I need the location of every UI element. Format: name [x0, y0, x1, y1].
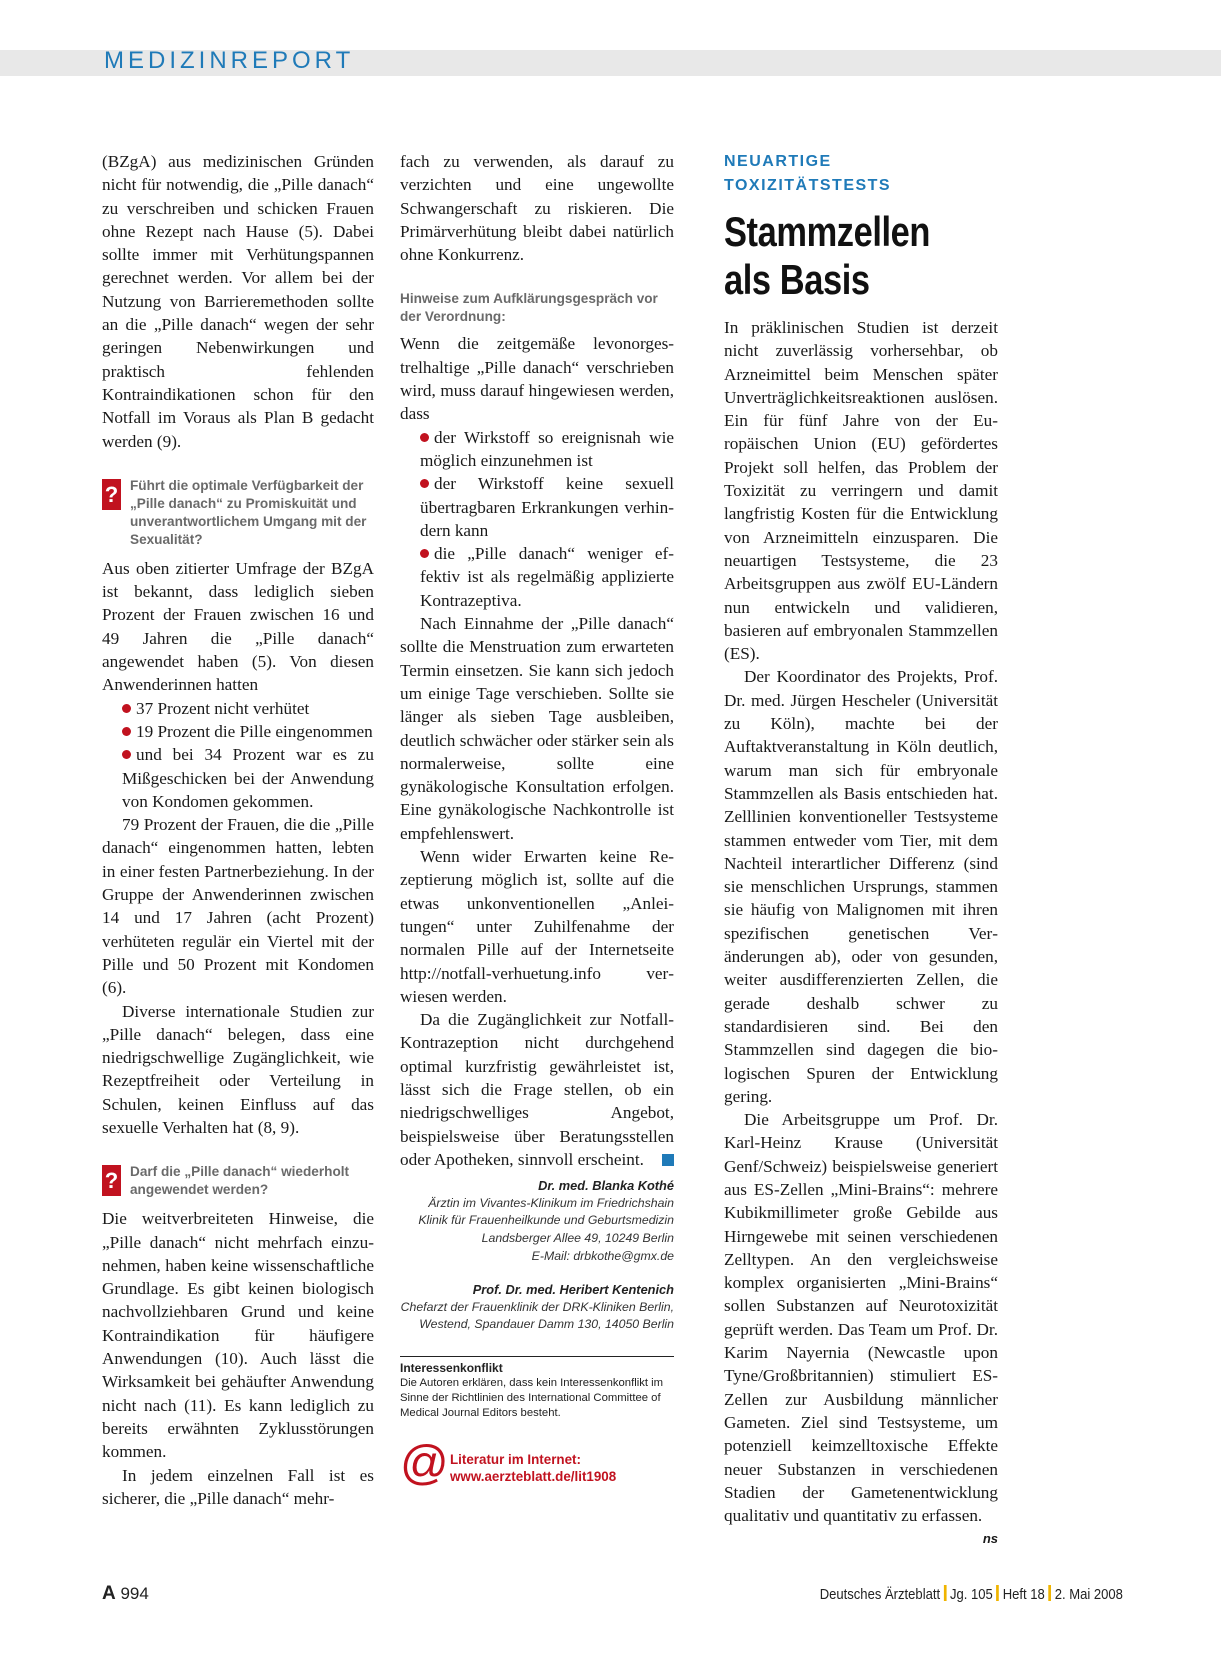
section-label: MEDIZINREPORT: [104, 47, 355, 74]
conflict-box: [400, 1356, 674, 1421]
bullet-icon: [122, 704, 131, 713]
at-icon: @: [400, 1436, 449, 1490]
literature-label: Literatur im Internet:: [450, 1451, 581, 1467]
headline: [724, 208, 995, 304]
page-number: [102, 1583, 149, 1605]
literature-box: [400, 1436, 674, 1493]
bullet-text: der Wirkstoff keine sexuell übertragbaren Erkrankungen verhindern kann: [420, 474, 674, 540]
question-text: Führt die optimale Verfügbarkeit der „Pille danach“ zu Promiskuität und unverantwortlichem Umgang mit der Sexualität?: [130, 477, 367, 547]
journal-name: Deutsches Ärzteblatt: [819, 1587, 941, 1603]
bullet-icon: [122, 727, 131, 736]
paragraph: 79 Prozent der Frauen, die die „Pille danach“ eingenommen hatten, lebten in einer festen Partnerbeziehung. In der Gruppe der Anwenderinnen zwischen 14 und 17 Jahren (acht Prozent) verhüteten regulär ein Viertel mit der Pille und 50 Prozent mit Kondomen (6).: [102, 815, 374, 998]
author-name: Prof. Dr. med. Heribert Kentenich: [472, 1282, 674, 1298]
bullet-item: [102, 720, 374, 743]
author-line: Chefarzt der Frauenklinik der DRK-Kliniken Berlin,: [400, 1299, 674, 1314]
paragraph: Aus oben zitierter Umfrage der BZgA ist bekannt, dass lediglich sieben Prozent der Frauen zwischen 16 und 49 Jahren die „Pille danach“ angewendet haben (5). Von diesen Anwenderinnen hatten: [102, 558, 374, 695]
issue-date: 2. Mai 2008: [1054, 1587, 1123, 1603]
paragraph: [724, 1108, 998, 1547]
author-signature: ns: [982, 1531, 998, 1547]
bullet-text: die „Pille danach“ weniger effektiv ist als regelmäßig applizierte Kontrazeptiva.: [420, 544, 674, 610]
paragraph-text: Da die Zugänglichkeit zur Notfall-Kontrazeption nicht durchgehend optimal kurzfristig gewährleistet ist, lässt sich die Frage stellen, ob ein niedrigschwelliges Angebot, beispielsweise über Beratungsstellen oder Apotheken, sinnvoll erscheint.: [400, 1010, 674, 1169]
divider: [944, 1585, 947, 1601]
question-mark-icon: ?: [102, 479, 121, 510]
bullet-item: [400, 542, 674, 612]
bullet-text: und bei 34 Prozent war es zu Mißgeschicken bei der Anwendung von Kondomen gekommen.: [122, 745, 374, 811]
question-box: [102, 477, 374, 549]
bullet-text: der Wirkstoff so ereignisnah wie möglich einzunehmen ist: [420, 427, 674, 470]
issue: Heft 18: [1002, 1587, 1045, 1603]
author-line: Ärztin im Vivantes-Klinikum im Friedrichshain: [428, 1195, 674, 1210]
page-number-value: 994: [120, 1584, 149, 1603]
paragraph: [400, 1008, 674, 1171]
literature-text: [450, 1451, 616, 1486]
headline-line: Stammzellen: [724, 208, 931, 255]
bullet-icon: [122, 750, 131, 759]
bullet-icon: [420, 479, 429, 488]
bullet-item: [400, 472, 674, 542]
author-name: Dr. med. Blanka Kothé: [538, 1178, 674, 1194]
literature-link[interactable]: www.aerzteblatt.de/lit1908: [450, 1469, 617, 1485]
paragraph: Der Koordinator des Projekts, Prof. Dr. med. Jürgen Hescheler (Universität zu Köln), machte bei der Auftaktveranstaltung in Köln deutlich, warum man sich für embryonale Stammzellen als Basis entschieden hat. Zelllinien konventioneller Testsysteme stammen entweder vom Tier, mit dem Nachteil interartlicher Differenz (sind sie menschlichen Ursprungs, stammen sie häufig von Malignomen mit ihren spezifischen genetischen Veränderungen ab), oder von gesunden, weiter ausdifferenzierten Zellen, die gerade deshalb schwer zu standardisieren sind. Bei den Stammzellen sind dagegen die biologischen Spuren der Entwicklung gering.: [724, 667, 998, 1106]
bullet-item: [400, 426, 674, 473]
author-email: E-Mail: drbkothe@gmx.de: [531, 1248, 674, 1263]
paragraph: Die weitverbreiteten Hinweise, die „Pille danach“ nicht mehrfach einzunehmen, haben keine wissenschaftliche Grundlage. Es gibt keinen biologisch nachvollziehbaren Grund und keine Kontraindikation für häufigere Anwendungen (10). Auch lässt die Wirksamkeit bei gehäufter Anwendung nicht nach (11). Es kann lediglich zu bereits erwähnten Zyklusstörungen kommen.: [102, 1209, 374, 1462]
author-block: [400, 1177, 674, 1265]
headline-line: als Basis: [724, 256, 870, 303]
paragraph: In präklinischen Studien ist derzeit nicht zuverlässig vorhersehbar, ob Arzneimittel beim Menschen später Unverträglichkeitsreaktionen auslösen. Ein für fünf Jahre von der Europäischen Union (EU) gefördertes Projekt soll helfen, das Problem der Toxizität zu verringern und damit langfristig Kosten für die Entwicklung von Arzneimitteln einzusparen. Die neuartigen Testsysteme, die 23 Arbeitsgruppen aus zwölf EU-Ländern nun entwickeln und validieren, basieren auf embryonalen Stammzellen (ES).: [724, 318, 998, 664]
question-box: [102, 1163, 374, 1199]
author-line: Landsberger Allee 49, 10249 Berlin: [481, 1230, 674, 1245]
column-3: [724, 150, 998, 1551]
column-1: [102, 150, 374, 1510]
subheading: Hinweise zum Aufklärungsgespräch vor der Verordnung:: [400, 291, 658, 325]
author-line: Klinik für Frauenheilkunde und Geburtsmedizin: [418, 1213, 674, 1228]
bullet-text: 19 Prozent die Pille eingenommen: [136, 721, 373, 741]
paragraph: Wenn wider Erwarten keine Rezeptierung möglich ist, sollte auf die etwas unkonventionellen „Anleitungen“ unter Zuhilfenahme der normalen Pille auf der Internetseite http://notfall-verhuetung.info verwiesen werden.: [400, 847, 674, 1006]
bullet-icon: [420, 433, 429, 442]
conflict-text: Die Autoren erklären, dass kein Interessenkonflikt im Sinne der Richtlinien des International Committee of Medical Journal Editors besteht.: [400, 1376, 664, 1419]
paragraph: Nach Einnahme der „Pille danach“ sollte die Menstruation zum erwarteten Termin einsetzen. Sie kann sich jedoch um einige Tage verschieben. Sollte sie länger als sieben Tage ausbleiben, deutlich schwächer oder stärker sein als normalerweise, sollte eine gynäkologische Konsultation erfolgen. Eine gynäkologische Nachkontrolle ist empfehlenswert.: [400, 614, 674, 843]
bullet-icon: [420, 549, 429, 558]
author-block: [400, 1281, 674, 1334]
divider: [997, 1585, 1000, 1601]
paragraph: Diverse internationale Studien zur „Pille danach“ belegen, dass eine niedrigschwellige Zugänglichkeit, wie Rezeptfreiheit oder Verteilung in Schulen, keinen Einfluss auf das sexuelle Verhalten hat (8, 9).: [102, 1001, 374, 1137]
page-prefix: A: [102, 1583, 116, 1604]
kicker: NEUARTIGE TOXIZITÄTSTESTS: [724, 153, 892, 194]
divider: [1048, 1585, 1051, 1601]
column-2: [400, 150, 674, 1493]
paragraph: Wenn die zeitgemäße levonorgestrelhaltige „Pille danach“ verschrieben wird, muss darauf hingewiesen werden, dass: [400, 334, 674, 424]
paragraph-text: Die Arbeitsgruppe um Prof. Dr. Karl-Heinz Krause (Universität Genf/Schweiz) beispielsweise generiert aus ES-Zellen „Mini-Brains“: mehrere Kubikmillimeter große Gebilde aus Hirngewebe mit seinen verschiedenen Zelltypen. An den vergleichsweise komplex organisierten „Mini-Brains“ sollen Substanzen auf Neurotoxizität geprüft werden. Das Team um Prof. Dr. Karim Nayernia (Newcastle upon Tyne/Großbritannien) stimuliert ES-Zellen zur Ausbildung männlicher Gameten. Ziel sind Testsysteme, um potenziell keimzelltoxische Effekte neuer Substanzen in verschiedenen Stadien der Gametenentwicklung qualitativ und quantitativ zu erfassen.: [724, 1110, 998, 1526]
conflict-title: Interessenkonflikt: [400, 1360, 503, 1375]
paragraph: In jedem einzelnen Fall ist es sicherer, die „Pille danach“ mehr-: [102, 1465, 374, 1508]
author-line: Westend, Spandauer Damm 130, 14050 Berlin: [419, 1317, 674, 1332]
end-square-icon: [662, 1154, 674, 1166]
bullet-text: 37 Prozent nicht verhütet: [136, 698, 310, 718]
question-text: Darf die „Pille danach“ wiederholt angewendet werden?: [130, 1164, 350, 1198]
volume: Jg. 105: [950, 1587, 993, 1603]
bullet-item: [102, 697, 374, 720]
question-mark-icon: ?: [102, 1165, 121, 1196]
journal-footer: [820, 1585, 1123, 1603]
paragraph: (BZgA) aus medizinischen Gründen nicht für notwendig, die „Pille danach“ zu verschreiben und schicken Frauen ohne Rezept nach Hause (5). Dabei sollte immer mit Verhütungspannen gerechnet werden. Vor allem bei der Nutzung von Barrieremethoden sollte an die „Pille danach“ wegen der sehr geringen Nebenwirkungen und praktisch fehlenden Kontraindikationen schon für den Notfall im Voraus als Plan B gedacht werden (9).: [102, 152, 374, 451]
paragraph: fach zu verwenden, als darauf zu verzichten und eine ungewollte Schwangerschaft zu riskieren. Die Primärverhütung bleibt dabei natürlich ohne Konkurrenz.: [400, 152, 674, 265]
bullet-item: [102, 743, 374, 813]
